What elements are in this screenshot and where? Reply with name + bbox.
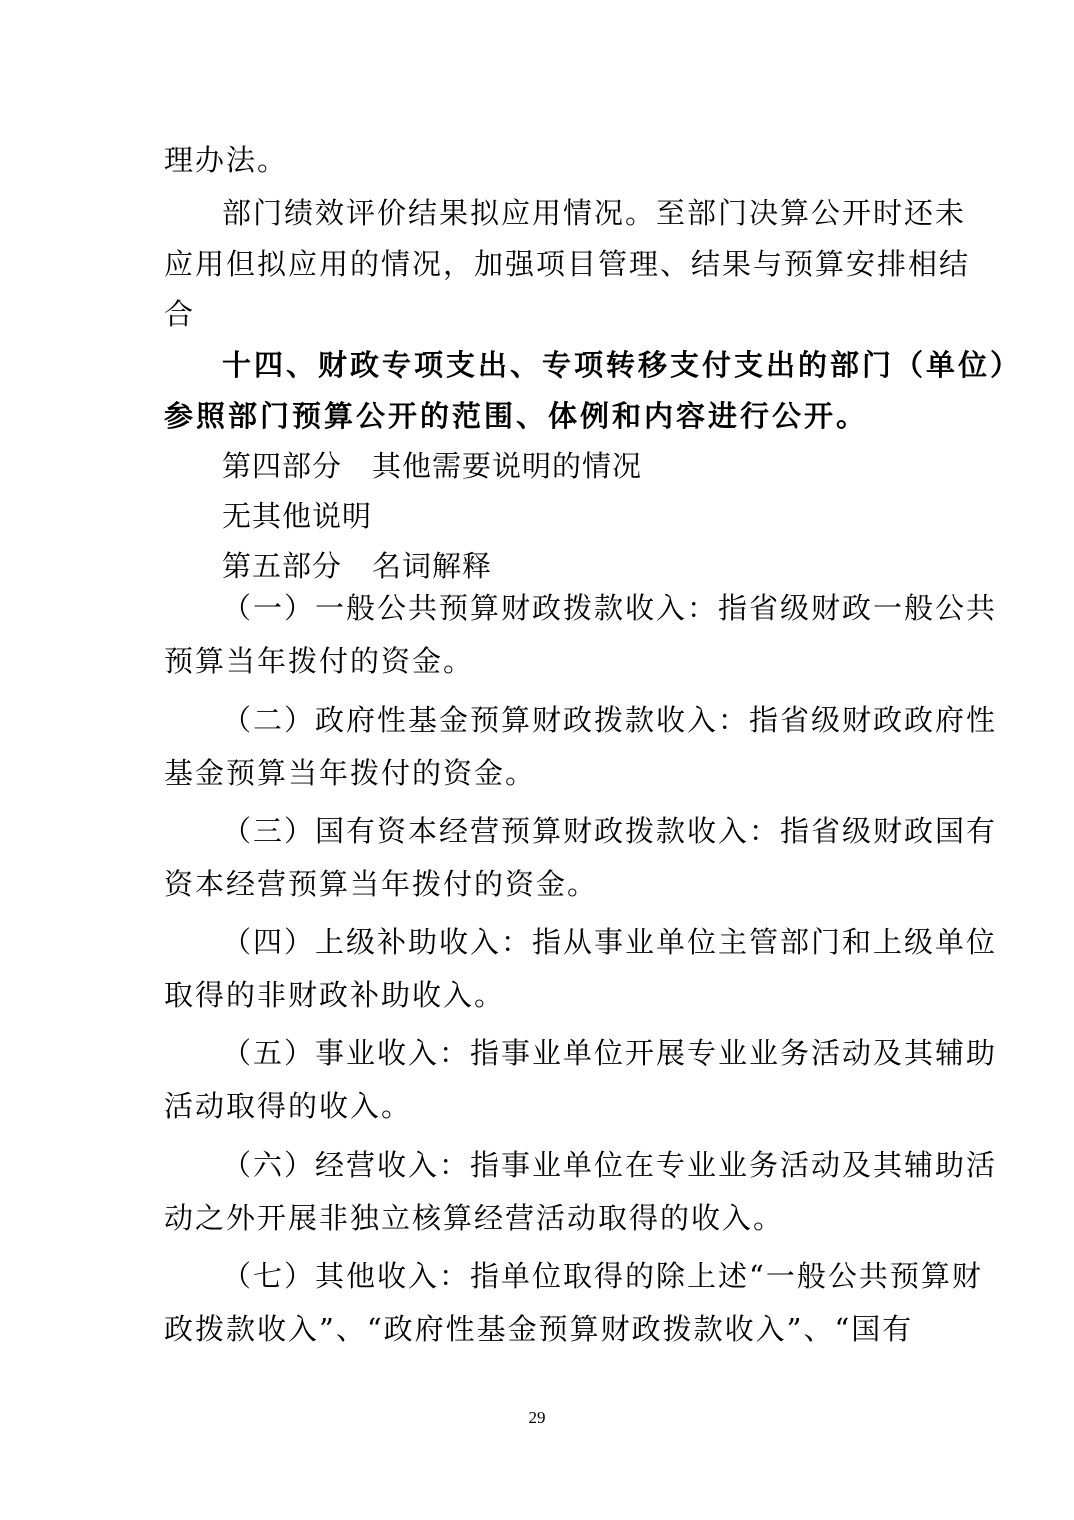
term-definition-line: 活动取得的收入。: [164, 1089, 413, 1123]
term-definition-line: 取得的非财政补助收入。: [164, 978, 506, 1012]
term-definition-line: （五）事业收入：指事业单位开展专业业务活动及其辅助: [222, 1036, 998, 1070]
term-definition-line: 预算当年拨付的资金。: [164, 644, 475, 678]
term-definition-line: （七）其他收入：指单位取得的除上述“一般公共预算财: [222, 1259, 983, 1293]
no-other-explanation: 无其他说明: [222, 499, 373, 533]
page-number: 29: [528, 1408, 546, 1427]
term-definition-line: 基金预算当年拨付的资金。: [164, 756, 537, 790]
term-definition-line: 资本经营预算当年拨付的资金。: [164, 867, 599, 901]
body-text-line: 合: [164, 297, 196, 331]
term-definition-line: （一）一般公共预算财政拨款收入：指省级财政一般公共: [222, 591, 998, 625]
body-text-line: 理办法。: [164, 143, 289, 177]
body-text-line: 应用但拟应用的情况，加强项目管理、结果与预算安排相结: [164, 247, 971, 281]
term-definition-line: （四）上级补助收入：指从事业单位主管部门和上级单位: [222, 925, 998, 959]
body-text-line: 部门绩效评价结果拟应用情况。至部门决算公开时还未: [222, 196, 967, 230]
term-definition-line: （三）国有资本经营预算财政拨款收入：指省级财政国有: [222, 814, 998, 848]
bold-section-heading-line: 十四、财政专项支出、专项转移支付支出的部门（单位）: [222, 348, 1023, 382]
term-definition-line: 政拨款收入”、“政府性基金预算财政拨款收入”、“国有: [164, 1312, 914, 1346]
term-definition-line: （六）经营收入：指事业单位在专业业务活动及其辅助活: [222, 1148, 998, 1182]
term-definition-line: 动之外开展非独立核算经营活动取得的收入。: [164, 1201, 785, 1235]
bold-section-heading-line: 参照部门预算公开的范围、体例和内容进行公开。: [164, 399, 869, 433]
part-four-heading: 第四部分 其他需要说明的情况: [222, 449, 643, 483]
part-five-heading: 第五部分 名词解释: [222, 549, 493, 583]
term-definition-line: （二）政府性基金预算财政拨款收入：指省级财政政府性: [222, 703, 998, 737]
